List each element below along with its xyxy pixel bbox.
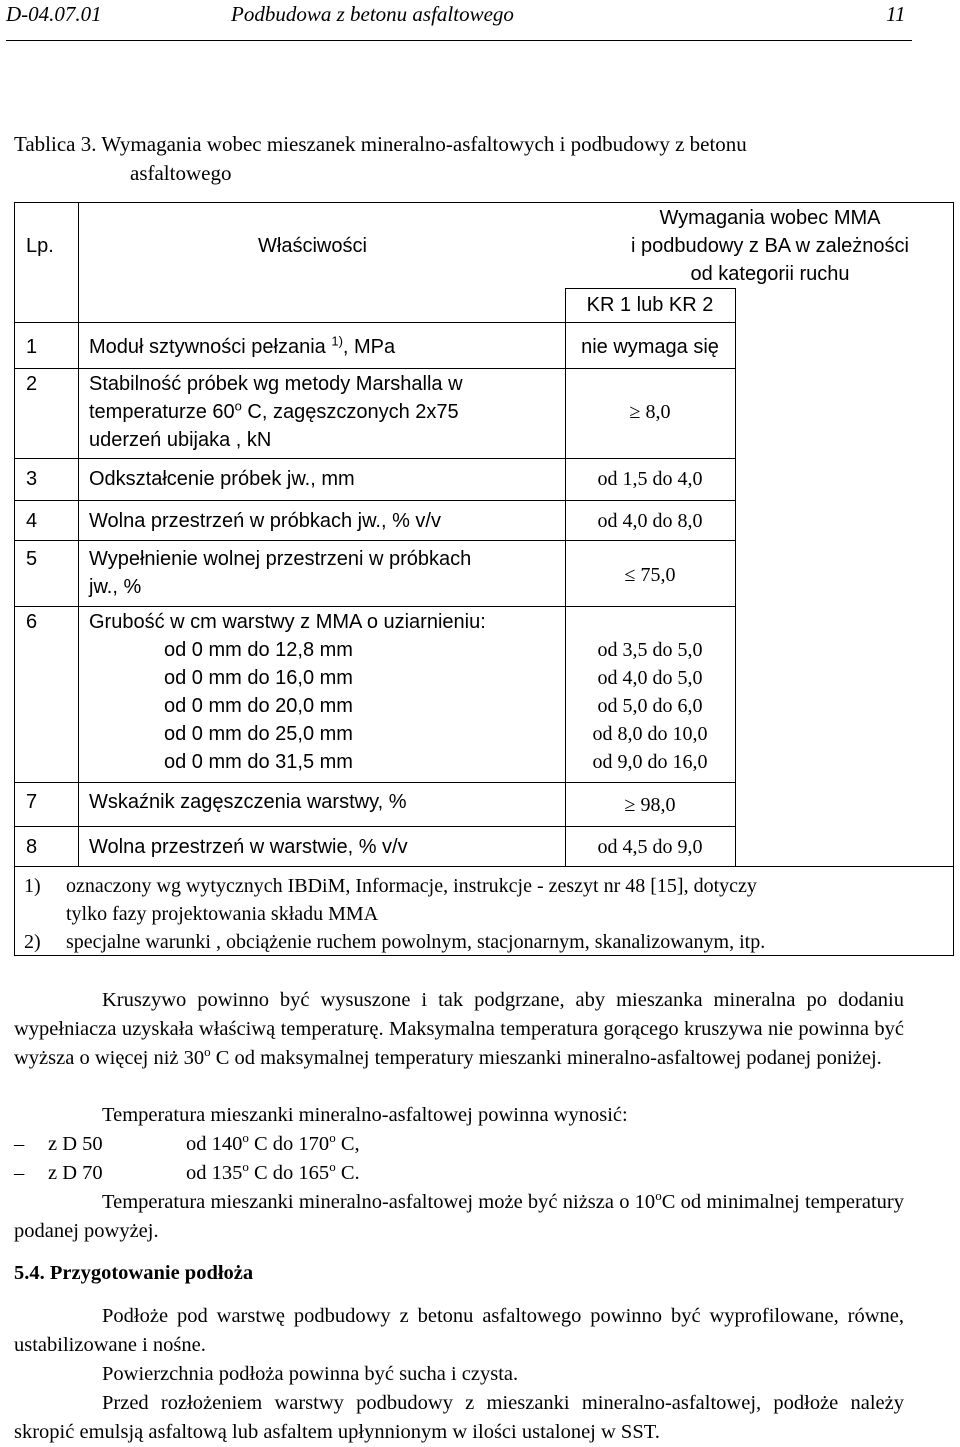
head-req-line3: od kategorii ruchu xyxy=(690,263,850,285)
row7-num: 7 xyxy=(26,791,38,813)
row5-value: ≤ 75,0 xyxy=(624,564,676,586)
bullet2-dash: – xyxy=(14,1162,25,1184)
row-line-5 xyxy=(14,606,735,607)
bullet1-name: z D 50 xyxy=(48,1133,103,1155)
paragraph-aggregate: Kruszywo powinno być wysuszone i tak podgrzane, aby mieszanka mineralna po dodaniu wypełniacza uzyskała właściwą temperaturę. Maksymalna temperatura gorącego kruszywa nie powinna być wyższa o więcej niż 30$^o$ C od maksymalnej temperatury mieszanki mineralno-asfaltowej podanej poniżej. xyxy=(14,989,904,1069)
head-requirements xyxy=(565,204,960,288)
row-line-2 xyxy=(14,458,735,459)
head-req-line2: i podbudowy z BA w zależności xyxy=(631,235,909,257)
col-line-3 xyxy=(735,288,736,866)
row1-num: 1 xyxy=(26,336,38,358)
head-lp: Lp. xyxy=(26,235,54,257)
note2-text: specjalne warunki , obciążenie ruchem powolnym, stacjonarnym, skanalizowanym, itp. xyxy=(66,931,766,953)
row4-value: od 4,0 do 8,0 xyxy=(597,510,703,532)
row2-num: 2 xyxy=(26,373,38,395)
page-number: 11 xyxy=(886,2,906,26)
bullet2-range: od 135$^o$ C do 165$^o$ C. xyxy=(186,1159,360,1184)
row-line-head xyxy=(14,322,735,323)
note1-text2: tylko fazy projektowania składu MMA xyxy=(66,903,379,925)
bullet2-name: z D 70 xyxy=(48,1162,103,1184)
doc-title: Podbudowa z betonu asfaltowego xyxy=(231,2,514,26)
table-caption-line1: Tablica 3. Wymagania wobec mieszanek mineralno-asfaltowych i podbudowy z betonu xyxy=(14,132,747,156)
row6-property: Grubość w cm warstwy z MMA o uziarnieniu: od 0 mm do 12,8 mm od 0 mm do 16,0 mm od 0 mm do 20,0 mm od 0 mm do 25,0 mm od 0 mm do 31,5 mm xyxy=(89,611,486,773)
note2-num: 2) xyxy=(24,931,41,953)
head-req-line1: Wymagania wobec MMA xyxy=(659,207,881,229)
paragraph-temperature: Temperatura mieszanki mineralno-asfaltowej powinna wynosić: xyxy=(102,1104,628,1126)
note1-text: oznaczony wg wytycznych IBDiM, Informacje, instrukcje - zeszyt nr 48 [15], dotyczy xyxy=(66,875,757,897)
paragraph-lower-temp: Temperatura mieszanki mineralno-asfaltowej może być niższa o 10$^o$C od minimalnej temperatury podanej powyżej. xyxy=(14,1188,904,1242)
section-heading: 5.4. Przygotowanie podłoża xyxy=(14,1262,254,1284)
bullet1-dash: – xyxy=(14,1133,25,1155)
row3-value: od 1,5 do 4,0 xyxy=(597,468,703,490)
row5-num: 5 xyxy=(26,548,38,570)
row1-property: Moduł sztywności pełzania $^{1)}$, MPa xyxy=(89,333,396,358)
header-rule xyxy=(6,40,912,41)
running-header xyxy=(6,2,906,27)
bullet1-range: od 140$^o$ C do 170$^o$ C, xyxy=(186,1130,360,1155)
row8-value: od 4,5 do 9,0 xyxy=(597,836,703,858)
row3-property: Odkształcenie próbek jw., mm xyxy=(89,468,355,490)
row5-property: Wypełnienie wolnej przestrzeni w próbkach jw., % xyxy=(89,548,472,598)
row2-value: ≥ 8,0 xyxy=(629,401,671,423)
paragraph-spraying: Przed rozłożeniem warstwy podbudowy z mieszanki mineralno-asfaltowej, podłoże należy skropić emulsją asfaltową lub asfaltem upłynnionym w ilości ustalonej w SST. xyxy=(14,1392,904,1443)
paragraph-surface: Powierzchnia podłoża powinna być sucha i czysta. xyxy=(102,1363,519,1385)
col-line-1 xyxy=(78,202,79,866)
head-kr: KR 1 lub KR 2 xyxy=(586,294,714,316)
note1-num: 1) xyxy=(24,875,41,897)
row-line-8 xyxy=(14,866,954,867)
row-line-7 xyxy=(14,826,735,827)
row1-value: nie wymaga się xyxy=(581,336,719,358)
head-properties: Właściwości xyxy=(258,235,367,257)
doc-code: D-04.07.01 xyxy=(6,2,102,26)
paragraph-substrate: Podłoże pod warstwę podbudowy z betonu asfaltowego powinno być wyprofilowane, równe, ustabilizowane i nośne. xyxy=(14,1305,904,1356)
row8-num: 8 xyxy=(26,836,38,858)
row4-property: Wolna przestrzeń w próbkach jw., % v/v xyxy=(89,510,441,532)
row-line-3 xyxy=(14,500,735,501)
row7-property: Wskaźnik zagęszczenia warstwy, % xyxy=(89,791,407,813)
row-line-4 xyxy=(14,540,735,541)
row3-num: 3 xyxy=(26,468,38,490)
row-line-1 xyxy=(14,368,735,369)
row4-num: 4 xyxy=(26,510,38,532)
row8-property: Wolna przestrzeń w warstwie, % v/v xyxy=(89,836,408,858)
row-line-kr-top xyxy=(565,288,735,289)
row6-num: 6 xyxy=(26,611,38,633)
row2-property: Stabilność próbek wg metody Marshalla w temperaturze 60$^o$ C, zagęszczonych 2x75 uderzeń ubijaka , kN xyxy=(89,373,463,451)
row7-value: ≥ 98,0 xyxy=(624,794,676,816)
table-caption xyxy=(14,130,914,188)
row-line-6 xyxy=(14,782,735,783)
row6-values: od 3,5 do 5,0 od 4,0 do 5,0 od 5,0 do 6,0 od 8,0 do 10,0 od 9,0 do 16,0 xyxy=(592,639,708,773)
table-caption-line2: asfaltowego xyxy=(130,161,232,185)
